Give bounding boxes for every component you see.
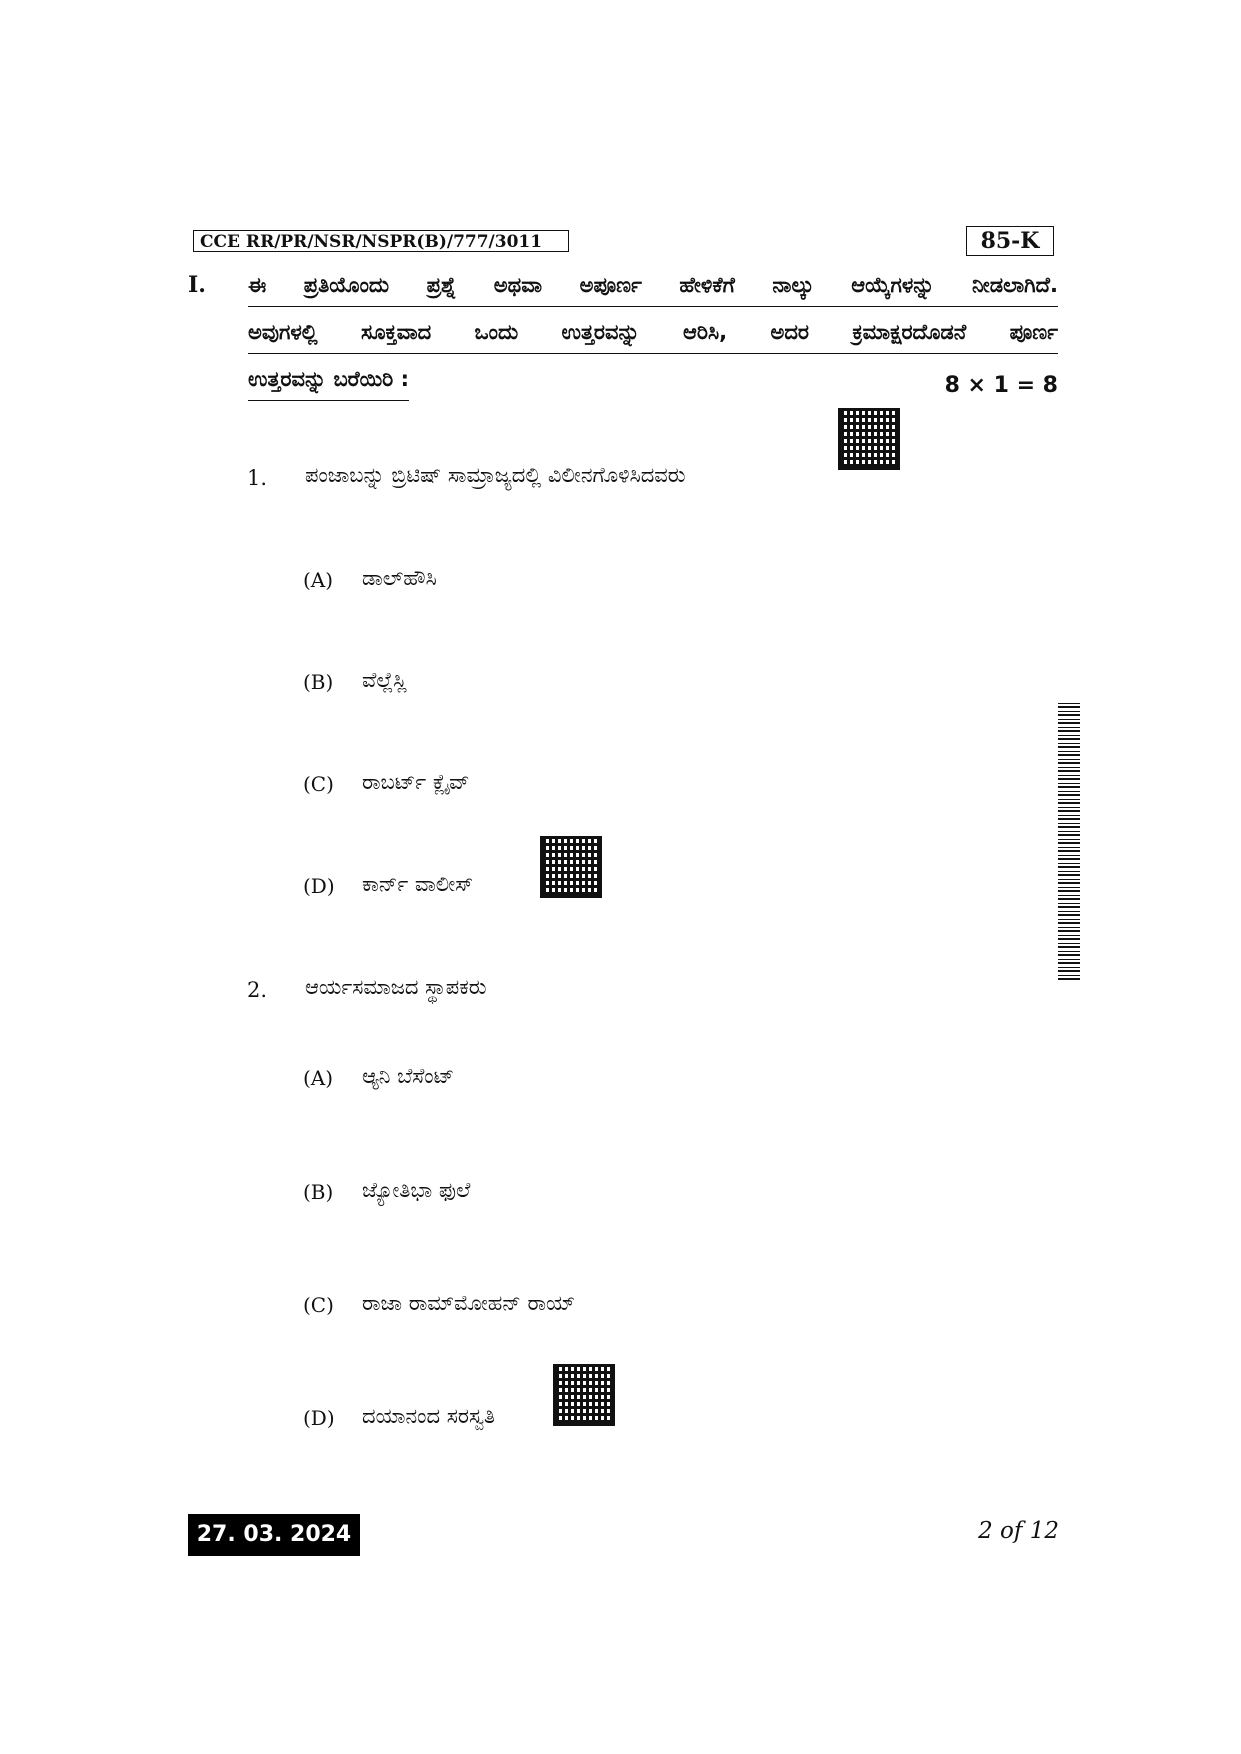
qr-code-icon [838, 408, 900, 470]
option-text: ವೆಲ್ಲೆಸ್ಲಿ [362, 668, 407, 692]
question-number: 1. [247, 466, 268, 490]
paper-code: 85-K [966, 226, 1054, 256]
qr-code-icon [553, 1364, 615, 1426]
option-label: (A) [303, 1066, 334, 1090]
option-label: (B) [303, 1180, 334, 1204]
option-label: (C) [303, 772, 334, 796]
qr-code-icon [540, 836, 602, 898]
option-label: (D) [303, 1406, 335, 1430]
instruction-line-3: ಉತ್ತರವನ್ನು ಬರೆಯಿರಿ : [248, 360, 409, 401]
option-text: ರಾಬರ್ಟ್ ಕ್ಲೈವ್ [362, 770, 470, 794]
option-text: ದಯಾನಂದ ಸರಸ್ವತಿ [362, 1404, 495, 1428]
question-number: 2. [247, 978, 268, 1002]
barcode-icon [1058, 700, 1080, 980]
option-label: (C) [303, 1293, 334, 1317]
option-text: ಜ್ಯೋತಿಭಾ ಫುಲೆ [362, 1178, 471, 1202]
question-text: ಪಂಜಾಬನ್ನು ಬ್ರಿಟಿಷ್ ಸಾಮ್ರಾಜ್ಯದಲ್ಲಿ ವಿಲೀನಗೊಳಿಸಿದವರು [305, 463, 686, 487]
section-number: I. [188, 272, 206, 298]
option-text: ಕಾರ್ನ್ ವಾಲೀಸ್ [362, 872, 474, 896]
exam-date-badge: 27. 03. 2024 [188, 1514, 360, 1556]
page-number: 2 of 12 [978, 1518, 1059, 1544]
question-text: ಆರ್ಯಸಮಾಜದ ಸ್ಥಾಪಕರು [305, 975, 487, 999]
section-instructions [248, 266, 1058, 400]
option-label: (A) [303, 568, 334, 592]
section-marks: 8 × 1 = 8 [944, 373, 1058, 398]
exam-code: CCE RR/PR/NSR/NSPR(B)/777/3011 [193, 230, 569, 252]
option-label: (B) [303, 670, 334, 694]
instruction-line-2: ಅವುಗಳಲ್ಲಿ ಸೂಕ್ತವಾದ ಒಂದು ಉತ್ತರವನ್ನು ಆರಿಸಿ, ಅದರ ಕ್ರಮಾಕ್ಷರದೊಡನೆ ಪೂರ್ಣ [248, 313, 1058, 354]
instruction-line-1: ಈ ಪ್ರತಿಯೊಂದು ಪ್ರಶ್ನೆ ಅಥವಾ ಅಪೂರ್ಣ ಹೇಳಿಕೆಗೆ ನಾಲ್ಕು ಆಯ್ಕೆಗಳನ್ನು ನೀಡಲಾಗಿದೆ. [248, 266, 1058, 307]
option-label: (D) [303, 874, 335, 898]
option-text: ಆ್ಯನಿ ಬೆಸೆಂಟ್ [362, 1064, 455, 1088]
option-text: ರಾಜಾ ರಾಮ್‌ಮೋಹನ್ ರಾಯ್ [362, 1291, 576, 1315]
option-text: ಡಾಲ್‌ಹೌಸಿ [362, 566, 437, 590]
